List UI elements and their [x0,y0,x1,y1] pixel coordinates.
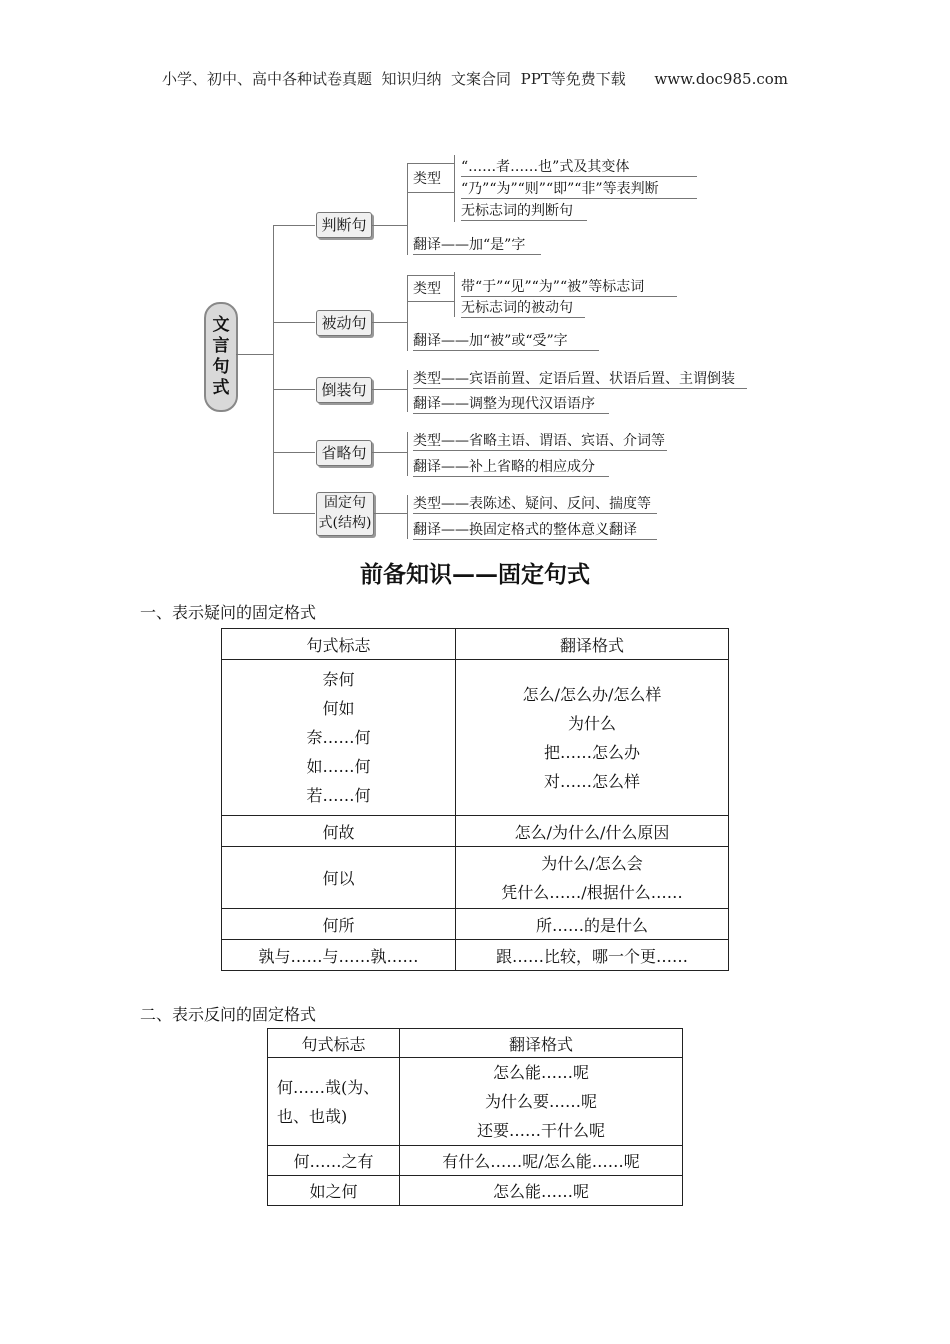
node-fixed [316,492,374,536]
marker-text: 若……何 [306,786,371,805]
fixed-type: 类型——表陈述、疑问、反问、揣度等 [413,495,657,514]
marker-text: 如之何 [268,1176,400,1206]
passive-type-2: 无标志词的被动句 [461,299,585,318]
judgment-type-3: 无标志词的判断句 [461,202,587,221]
node-fixed-line: 式(结构) [318,515,372,531]
node-inverted: 倒装句 [316,377,372,403]
table-row [222,816,729,847]
rhetorical-table [267,1028,683,1206]
section-heading-interrogative: 一、表示疑问的固定格式 [140,603,317,622]
translation-text: 有什么……呢/怎么能……呢 [400,1146,683,1176]
translation-text: 为什么 [567,713,616,733]
translation-text: 把……怎么办 [543,742,640,762]
mindmap-root [204,302,238,412]
col-header-translation: 翻译格式 [456,629,729,660]
interrogative-table [221,628,729,971]
table-row [268,1146,683,1176]
col-header-marker: 句式标志 [268,1029,400,1058]
marker-text: 何……之有 [268,1146,400,1176]
table-row [222,909,729,940]
passive-type-label: 类型 [413,281,441,297]
judgment-translate: 翻译——加“是”字 [413,236,541,255]
marker-text: 也、也哉) [277,1106,348,1126]
table-row [222,660,729,816]
root-char: 文 [212,315,230,335]
table-row [268,1176,683,1206]
translation-text: 怎么能……呢 [400,1176,683,1206]
marker-text: 孰与……与……孰…… [222,940,456,971]
passive-type-1: 带“于”“见”“为”“被”等标志词 [461,278,677,297]
page-header: 小学、初中、高中各种试卷真题 知识归纳 文案合同 PPT等免费下载 www.doc985.com [161,70,788,88]
table-row [268,1058,683,1146]
translation-text: 为什么要……呢 [484,1092,597,1111]
fixed-translate: 翻译——换固定格式的整体意义翻译 [413,521,657,540]
translation-text: 怎么能……呢 [492,1063,589,1082]
marker-text: 何所 [222,909,456,940]
translation-text: 所……的是什么 [456,909,729,940]
inverted-translate: 翻译——调整为现代汉语语序 [413,395,609,414]
inverted-type: 类型——宾语前置、定语后置、状语后置、主谓倒装 [413,370,747,389]
judgment-type-label: 类型 [413,171,441,187]
node-passive: 被动句 [316,310,372,336]
translation-text: 怎么/怎么办/怎么样 [522,684,662,704]
translation-text: 凭什么……/根据什么…… [501,882,683,902]
node-fixed-line: 固定句 [324,495,366,511]
page-title: 前备知识——固定句式 [360,561,590,588]
marker-text: 如……何 [306,757,371,776]
node-judgment: 判断句 [316,212,372,238]
marker-text: 何……哉(为、 [277,1077,380,1097]
translation-text: 怎么/为什么/什么原因 [456,816,729,847]
col-header-marker: 句式标志 [222,629,456,660]
translation-text: 为什么/怎么会 [541,853,643,873]
translation-text: 还要……干什么呢 [476,1121,605,1140]
omission-translate: 翻译——补上省略的相应成分 [413,458,609,477]
passive-translate: 翻译——加“被”或“受”字 [413,332,599,351]
marker-text: 奈……何 [306,728,371,747]
root-char: 句 [212,357,230,377]
translation-text: 对……怎么样 [543,771,640,791]
marker-text: 奈何 [322,670,355,689]
col-header-translation: 翻译格式 [400,1029,683,1058]
marker-text: 何如 [322,699,355,718]
table-row [222,847,729,909]
section-heading-rhetorical: 二、表示反问的固定格式 [140,1005,317,1024]
root-char: 式 [212,378,230,398]
node-omission: 省略句 [316,440,372,466]
root-char: 言 [212,336,230,356]
table-row [222,940,729,971]
translation-text: 跟……比较，哪一个更…… [456,940,729,971]
omission-type: 类型——省略主语、谓语、宾语、介词等 [413,433,665,449]
marker-text: 何以 [222,847,456,909]
marker-text: 何故 [222,816,456,847]
judgment-type-1: “……者……也”式及其变体 [461,158,697,177]
judgment-type-2: “乃”“为”“则”“即”“非”等表判断 [461,180,697,199]
